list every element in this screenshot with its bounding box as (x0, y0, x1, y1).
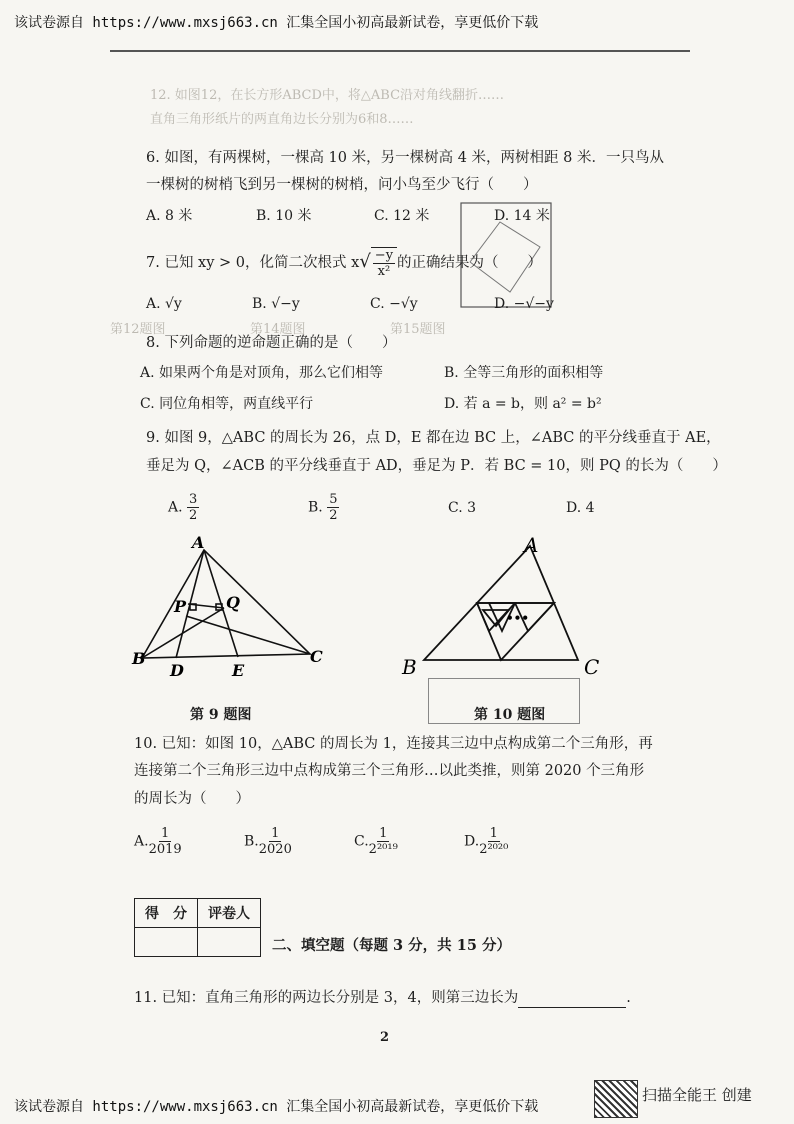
bottom-banner: 该试卷源自 https://www.mxsj663.cn 汇集全国小初高最新试卷，享更低价下载 (14, 1099, 539, 1115)
figure-9-caption: 第 9 题图 (190, 707, 252, 723)
q7-option-a: A. √y (146, 296, 182, 312)
q8-option-a: A. 如果两个角是对顶角，那么它们相等 (140, 365, 384, 381)
answer-blank (518, 993, 626, 1008)
q9-option-d: D. 4 (566, 500, 595, 516)
section-2-title: 二、填空题（每题 3 分，共 15 分） (272, 937, 511, 954)
question-6-line1: 6. 如图，有两棵树，一棵高 10 米，另一棵树高 4 米，两树相距 8 米．一只鸟从 (146, 150, 664, 166)
header-rule (110, 50, 690, 52)
question-9-line2: 垂足为 Q，∠ACB 的平分线垂直于 AD，垂足为 P．若 BC = 10，则 PQ 的长为（ ） (146, 458, 727, 474)
q7-pre: 7. 已知 xy > 0，化简二次根式 x (146, 255, 360, 271)
figure-10-caption: 第 10 题图 (474, 707, 546, 723)
fig10-label-a: A (524, 534, 539, 557)
fig9-label-c: C (310, 647, 323, 666)
q6-option-d: D. 14 米 (494, 208, 550, 224)
scanner-watermark: 扫描全能王 创建 (642, 1086, 752, 1104)
bleed-text: 12. 如图12，在长方形ABCD中，将△ABC沿对角线翻折…… (150, 88, 505, 103)
bleed-table (428, 678, 580, 724)
q10-option-a: A. $\frac{1}{2019}$ (134, 826, 182, 857)
q7-radicand: $\frac{-y}{\text{x²}}$ (371, 247, 397, 279)
question-6-line2: 一棵树的树梢飞到另一棵树的树梢，问小鸟至少飞行（ ） (146, 177, 538, 193)
score-table (134, 898, 261, 957)
q10-option-c: C. $\frac{1}{\text{2²⁰¹⁹}}$ (354, 826, 398, 857)
page-number: 2 (380, 1030, 390, 1045)
fig9-label-e: E (232, 661, 245, 680)
fig9-label-q: Q (226, 593, 240, 612)
top-banner: 该试卷源自 https://www.mxsj663.cn 汇集全国小初高最新试卷，享更低价下载 (14, 15, 539, 31)
q7-option-d: D. −√−y (494, 296, 554, 312)
question-10-line2: 连接第二个三角形三边中点构成第三个三角形…以此类推，则第 2020 个三角形 (134, 763, 645, 779)
question-9-line1: 9. 如图 9，△ABC 的周长为 26，点 D，E 都在边 BC 上，∠ABC 的平分线垂直于 AE， (146, 430, 721, 446)
grader-cell (198, 928, 261, 957)
figure-9 (128, 532, 328, 682)
q10-option-d: D. $\frac{1}{\text{2²⁰²⁰}}$ (464, 826, 509, 857)
question-7: 7. 已知 xy > 0，化简二次根式 x√ $\frac{-y}{\text{x²}}$ 的正确结果为（ ） (146, 248, 543, 279)
q7-option-b: B. √−y (252, 296, 300, 312)
q7-option-c: C. −√y (370, 296, 418, 312)
q8-option-c: C. 同位角相等，两直线平行 (140, 396, 314, 412)
score-header: 得 分 (135, 899, 198, 928)
fig10-label-c: C (584, 655, 600, 679)
qr-code-icon (594, 1080, 638, 1118)
fig10-label-b: B (402, 655, 417, 679)
q6-option-b: B. 10 米 (256, 208, 312, 224)
bleed-text: 第14题图 (250, 322, 306, 337)
question-10-line3: 的周长为（ ） (134, 791, 250, 807)
grader-header: 评卷人 (198, 899, 261, 928)
fig9-label-b: B (132, 649, 146, 668)
question-8: 8. 下列命题的逆命题正确的是（ ） (146, 335, 397, 351)
fig9-label-p: P (174, 597, 187, 616)
question-10-line1: 10. 已知：如图 10，△ABC 的周长为 1，连接其三边中点构成第二个三角形，再 (134, 736, 653, 752)
q9-option-a: A. $\frac{3}{2}$ (168, 492, 198, 523)
q7-post: 的正确结果为（ ） (397, 255, 543, 271)
q8-option-d: D. 若 a = b，则 a² = b² (444, 396, 602, 412)
bleed-text: 第15题图 (390, 322, 446, 337)
q9-option-c: C. 3 (448, 500, 477, 516)
score-cell (135, 928, 198, 957)
q9-option-b: B. $\frac{5}{2}$ (308, 492, 338, 523)
q6-option-a: A. 8 米 (146, 208, 193, 224)
bleed-text: 第12题图 (110, 322, 166, 337)
q8-option-b: B. 全等三角形的面积相等 (444, 365, 604, 381)
bleed-text: 直角三角形纸片的两直角边长分别为6和8…… (150, 112, 414, 127)
fig9-label-a: A (192, 533, 205, 552)
figure-10 (398, 534, 608, 684)
fig9-label-d: D (170, 661, 184, 680)
question-11: 11. 已知：直角三角形的两边长分别是 3，4，则第三边长为 . (134, 990, 631, 1006)
q6-option-c: C. 12 米 (374, 208, 430, 224)
q10-option-b: B. $\frac{1}{2020}$ (244, 826, 292, 857)
fig10-dots: ••• (506, 611, 530, 625)
